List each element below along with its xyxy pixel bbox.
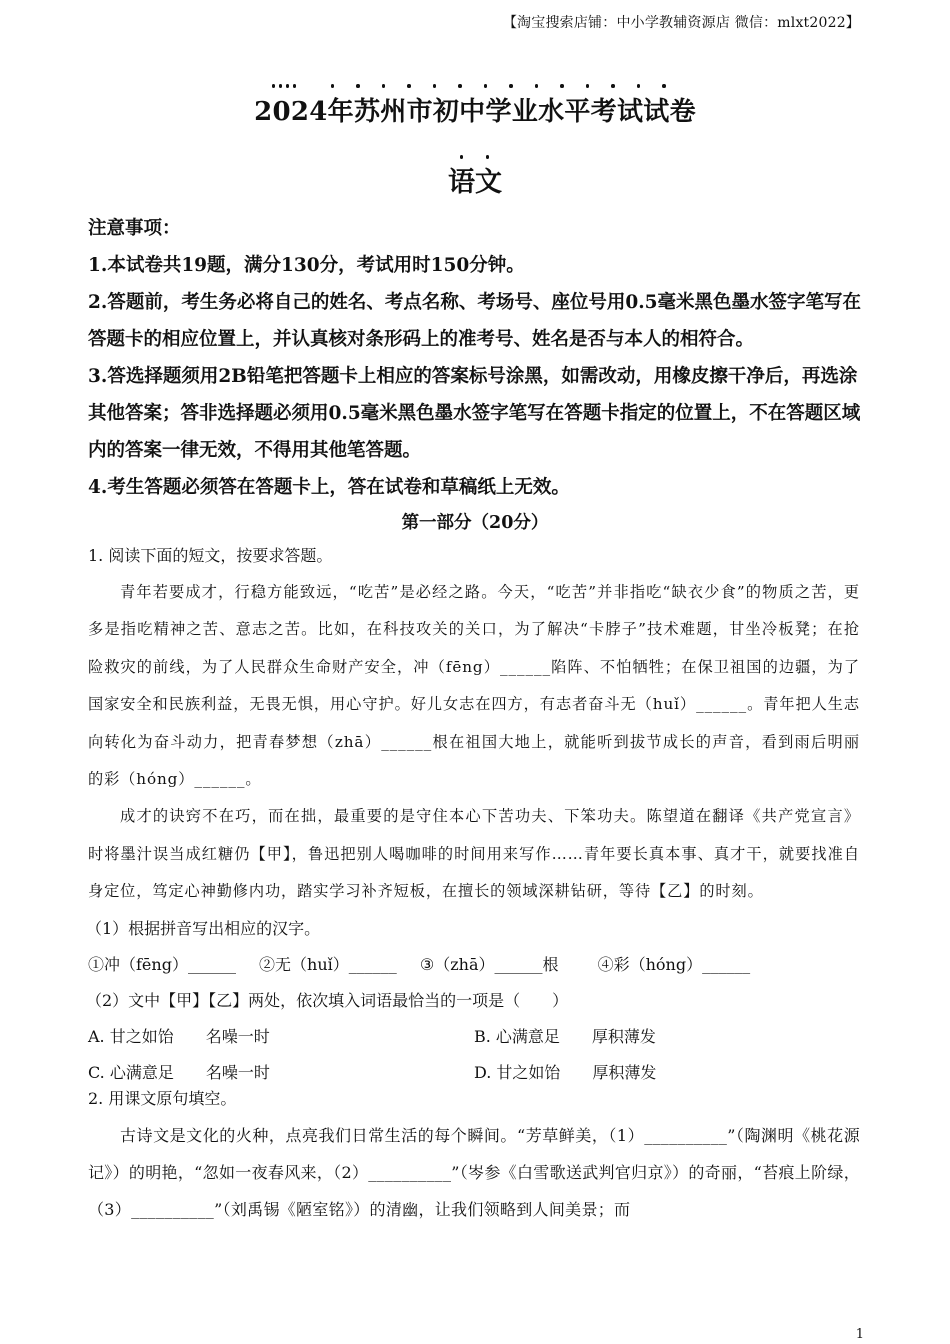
pinyin-blank[interactable]: ②无（huǐ）______ [259, 954, 397, 974]
sub-question: （1）根据拼音写出相应的汉字。 [86, 918, 321, 938]
options-row [88, 1019, 860, 1055]
question-stem: 1. 阅读下面的短文，按要求答题。 [88, 546, 333, 565]
notice-item: 2.答题前，考生务必将自己的姓名、考点名称、考场号、座位号用0.5毫米黑色墨水签字笔写在答题卡的相应位置上，并认真核对条形码上的准考号、姓名是否与本人的相符合。 [88, 292, 862, 350]
pinyin-blank[interactable]: ④彩（hóng）______ [597, 954, 751, 974]
question-1 [88, 538, 860, 1091]
page-number: 1 [855, 1327, 864, 1342]
subject-title: 语文 [448, 167, 502, 198]
pinyin-blank[interactable]: ③（zhā）______根 [419, 954, 559, 974]
passage-paragraph: 青年若要成才，行稳方能致远，“吃苦”是必经之路。今天，“吃苦”并非指吃“缺衣少食”的物质之苦，更多是指吃精神之苦、意志之苦。比如，在科技攻关的关口，为了解决“卡脖子”技术难题，甘坐冷板凳；在抢险救灾的前线，为了人民群众生命财产安全，冲（fēng）______陷阵、不怕牺牲；在保卫祖国的边疆，为了国家安全和民族利益，无畏无惧，用心守护。好儿女志在四方，有志者奋斗无（huǐ）______。青年把人生志向转化为奋斗动力，把青春梦想（zhā）______根在祖国大地上，就能听到拔节成长的声音，看到雨后明丽的彩（hóng）______。 [88, 583, 860, 789]
notice-section [88, 210, 863, 506]
option-b[interactable]: B. 心满意足 厚积薄发 [474, 1026, 656, 1046]
notice-item: 1.本试卷共19题，满分130分，考试用时150分钟。 [88, 255, 525, 276]
notice-item: 4.考生答题必须答在答题卡上，答在试卷和草稿纸上无效。 [88, 477, 570, 498]
shop-note: 【淘宝搜索店铺：中小学教辅资源店 微信：mlxt2022】 [502, 15, 860, 31]
pinyin-blank-row [88, 947, 860, 983]
question-stem: 2. 用课文原句填空。 [88, 1089, 237, 1108]
option-d[interactable]: D. 甘之如饴 厚积薄发 [474, 1062, 657, 1082]
pinyin-blank[interactable]: ①冲（fēng）______ [88, 954, 236, 974]
notice-heading: 注意事项： [88, 218, 181, 239]
passage-paragraph: 成才的诀窍不在巧，而在拙，最重要的是守住本心下苦功夫、下笨功夫。陈望道在翻译《共产党宣言》时将墨汁误当成红糖仍【甲】，鲁迅把别人喝咖啡的时间用来写作……青年要长真本事、真才干，就要找准自身定位，笃定心神勤修内功，踏实学习补齐短板，在擅长的领域深耕钻研，等待【乙】的时刻。 [88, 807, 860, 901]
option-c[interactable]: C. 心满意足 名噪一时 [88, 1062, 270, 1082]
sub-question: （2）文中【甲】【乙】两处，依次填入词语最恰当的一项是（ ） [86, 990, 569, 1010]
question-2 [88, 1081, 860, 1228]
option-a[interactable]: A. 甘之如饴 名噪一时 [88, 1026, 270, 1046]
part-one-heading: 第一部分（20分） [401, 513, 549, 533]
notice-item: 3.答选择题须用2B铅笔把答题卡上相应的答案标号涂黑，如需改动，用橡皮擦干净后，再选涂其他答案；答非选择题必须用0.5毫米黑色墨水签字笔写在答题卡指定的位置上，不在答题区域内的答案一律无效，不得用其他笔答题。 [88, 366, 861, 461]
exam-title: 2024年苏州市初中学业水平考试试卷 [254, 97, 696, 127]
fill-in-passage: 古诗文是文化的火种，点亮我们日常生活的每个瞬间。“芳草鲜美，（1）__________”（陶渊明《桃花源记》）的明艳，“忽如一夜春风来，（2）__________”（岑参《白雪歌送武判官归京》）的奇丽，“苔痕上阶绿，（3）__________”（刘禹锡《陋室铭》）的清幽，让我们领略到人间美景；而 [88, 1126, 860, 1219]
